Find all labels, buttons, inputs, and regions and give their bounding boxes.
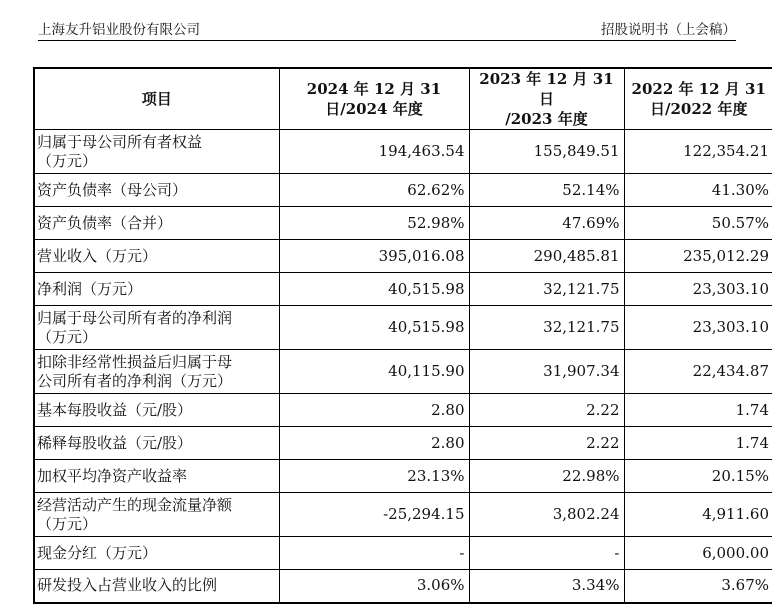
cell-value: 40,515.98 [279,273,469,306]
cell-value: 194,463.54 [279,130,469,174]
cell-value: 20.15% [624,460,772,493]
row-label-line: 资产负债率（母公司） [37,180,188,199]
cell-value: 22.98% [469,460,624,493]
cell-value: 23,303.10 [624,306,772,350]
table-row [34,537,772,570]
cell-value: 2.80 [279,427,469,460]
row-label [34,394,279,427]
header-line: 项目 [141,90,172,108]
table-row [34,493,772,537]
cell-value: 155,849.51 [469,130,624,174]
financial-indicators-table [33,67,772,604]
row-label-line: 归属于母公司所有者的净利润 [37,308,233,327]
cell-value: 32,121.75 [469,306,624,350]
row-label-line: 经营活动产生的现金流量净额 [37,495,233,514]
cell-value: 1.74 [624,427,772,460]
cell-value: 235,012.29 [624,240,772,273]
table-row [34,350,772,394]
cell-value: 2.80 [279,394,469,427]
cell-value: 22,434.87 [624,350,772,394]
table-header-row [34,68,772,130]
column-header-2024 [279,68,469,130]
cell-value: 62.62% [279,174,469,207]
table-row [34,174,772,207]
row-label-line: 加权平均净资产收益率 [37,466,188,485]
header-line: /2023 年度 [505,110,588,128]
company-name: 上海友升铝业股份有限公司 [38,22,200,38]
table-row [34,240,772,273]
page-header [38,10,736,41]
cell-value: 1.74 [624,394,772,427]
cell-value: 40,515.98 [279,306,469,350]
cell-value: 23,303.10 [624,273,772,306]
row-label-line: 净利润（万元） [37,279,143,298]
row-label-line: （万元） [37,514,98,533]
table-row [34,207,772,240]
header-line: 日/2024 年度 [325,100,423,118]
cell-value: 23.13% [279,460,469,493]
cell-value: 52.14% [469,174,624,207]
cell-value: 50.57% [624,207,772,240]
cell-value: 3,802.24 [469,493,624,537]
row-label-line: 扣除非经常性损益后归属于母 [37,352,233,371]
header-line: 2022 年 12 月 31 [631,80,766,98]
cell-value: 2.22 [469,394,624,427]
row-label-line: 营业收入（万元） [37,246,158,265]
cell-value: - [279,537,469,570]
row-label-line: 资产负债率（合并） [37,213,173,232]
row-label-line: （万元） [37,151,98,170]
row-label [34,460,279,493]
table-row [34,394,772,427]
row-label [34,130,279,174]
cell-value: 3.67% [624,570,772,603]
table-row [34,273,772,306]
row-label [34,350,279,394]
cell-value: 47.69% [469,207,624,240]
row-label [34,493,279,537]
cell-value: 3.34% [469,570,624,603]
header-line: 2024 年 12 月 31 [306,80,442,98]
header-line: 日/2022 年度 [650,100,748,118]
cell-value: 122,354.21 [624,130,772,174]
row-label-line: （万元） [37,327,98,346]
header-line: 2023 年 12 月 31 日 [479,70,614,108]
cell-value: 32,121.75 [469,273,624,306]
table-row [34,130,772,174]
document-type: 招股说明书（上会稿） [601,22,736,38]
cell-value: 395,016.08 [279,240,469,273]
table-row [34,306,772,350]
row-label-line: 公司所有者的净利润（万元） [37,371,233,390]
row-label [34,240,279,273]
table-row [34,570,772,603]
row-label-line: 研发投入占营业收入的比例 [37,576,218,595]
row-label [34,174,279,207]
cell-value: -25,294.15 [279,493,469,537]
row-label-line: 稀释每股收益（元/股） [37,433,193,452]
row-label [34,273,279,306]
cell-value: 290,485.81 [469,240,624,273]
cell-value: 31,907.34 [469,350,624,394]
row-label [34,537,279,570]
table-row [34,460,772,493]
row-label [34,570,279,603]
cell-value: - [469,537,624,570]
cell-value: 2.22 [469,427,624,460]
cell-value: 3.06% [279,570,469,603]
table-row [34,427,772,460]
row-label [34,427,279,460]
column-header-2023 [469,68,624,130]
column-header-2022 [624,68,772,130]
cell-value: 40,115.90 [279,350,469,394]
row-label [34,306,279,350]
cell-value: 41.30% [624,174,772,207]
row-label [34,207,279,240]
row-label-line: 基本每股收益（元/股） [37,400,193,419]
cell-value: 52.98% [279,207,469,240]
row-label-line: 现金分红（万元） [37,543,158,562]
row-label-line: 归属于母公司所有者权益 [37,132,203,151]
cell-value: 4,911.60 [624,493,772,537]
cell-value: 6,000.00 [624,537,772,570]
column-header-item [34,68,279,130]
